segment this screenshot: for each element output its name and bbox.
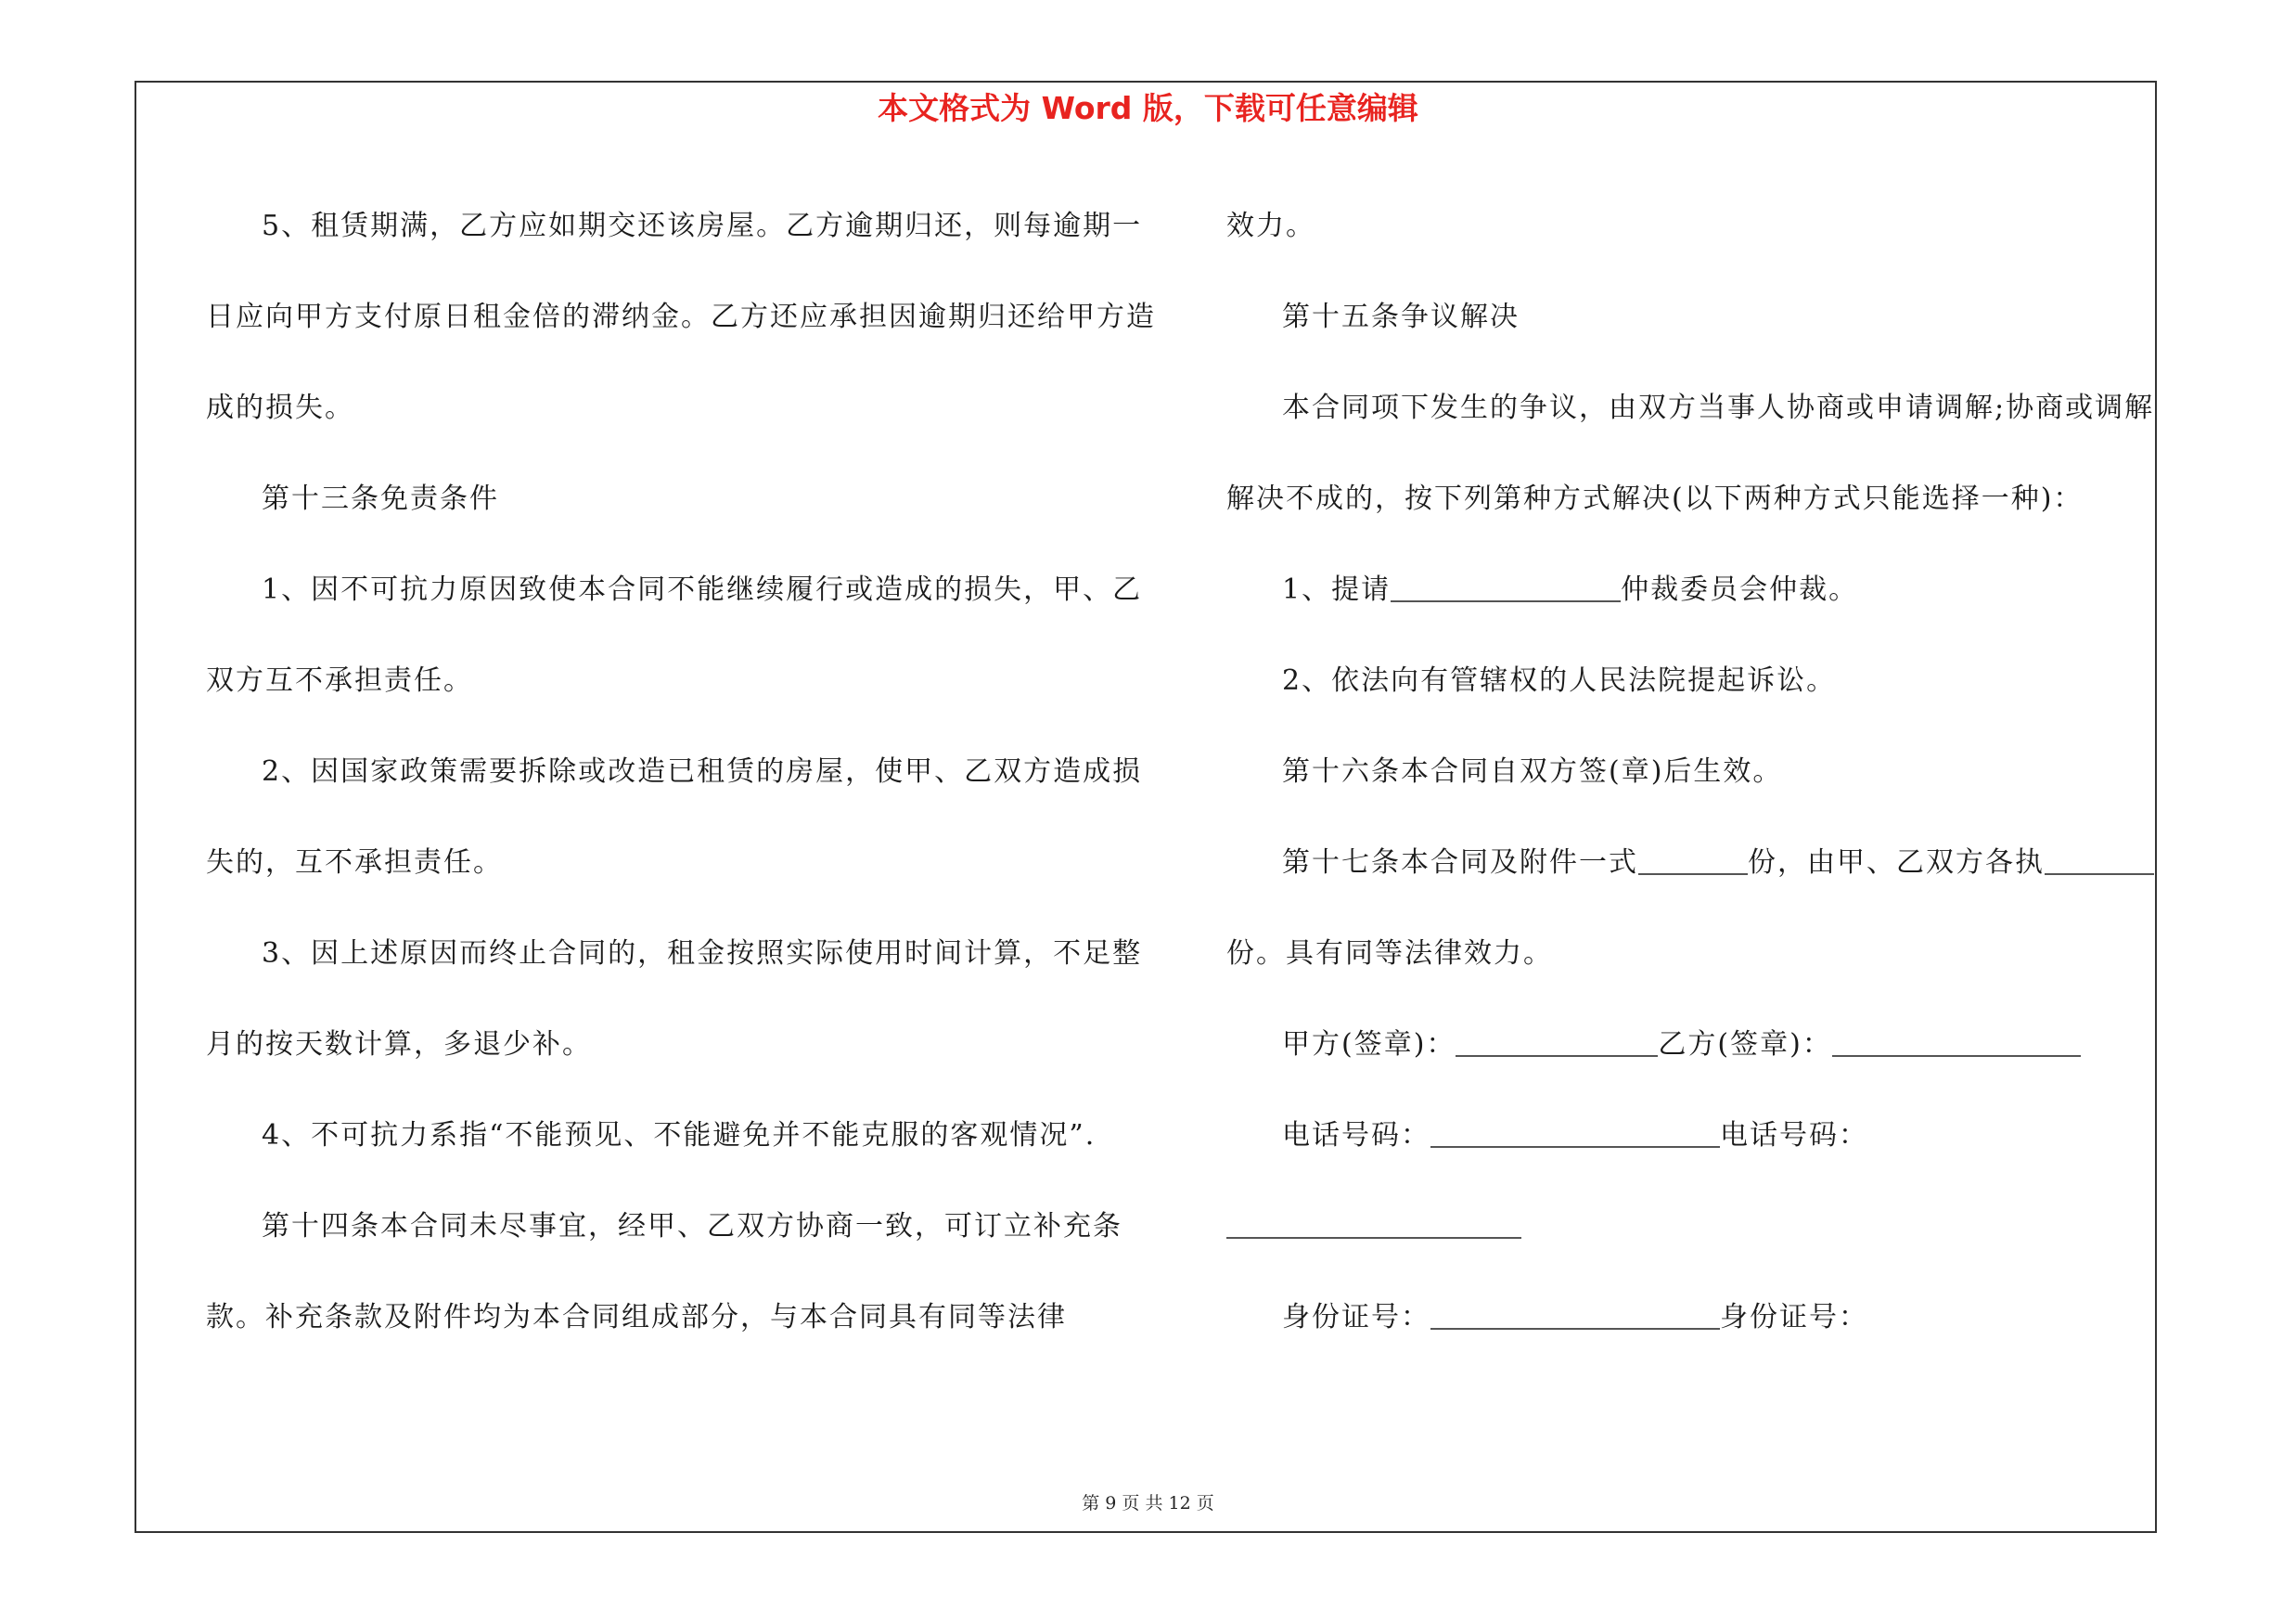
- clause-13-heading: 第十三条免责条件: [262, 483, 499, 515]
- clause-13-item-1: 1、因不可抗力原因致使本合同不能继续履行或造成的损失，甲、乙双方互不承担责任。: [206, 573, 1143, 697]
- page-number: 第 9 页 共 12 页: [1082, 1493, 1214, 1514]
- party-b-phone-blank[interactable]: [1226, 1209, 1521, 1239]
- party-b-signature-blank[interactable]: [1832, 1027, 2081, 1057]
- clause-14-text: 第十四条本合同未尽事宜，经甲、乙双方协商一致，可订立补充条款。补充条款及附件均为本合同组成部分，与本合同具有同等法律: [206, 1210, 1122, 1333]
- party-a-signature-blank[interactable]: [1456, 1027, 1658, 1057]
- copies-total-blank[interactable]: [1638, 845, 1748, 875]
- copies-each-blank[interactable]: [2045, 845, 2154, 875]
- clause-17-part-c: 份。具有同等法律效力。: [1226, 937, 1553, 970]
- id-line: [1226, 1272, 2159, 1363]
- clause-14-continuation: 效力。: [1226, 210, 1315, 242]
- left-column: [206, 181, 1166, 1363]
- clause-12-item-5: 5、租赁期满，乙方应如期交还该房屋。乙方逾期归还，则每逾期一日应向甲方支付原日租金倍的滞纳金。乙方还应承担因逾期归还给甲方造成的损失。: [206, 210, 1156, 424]
- clause-16-text: 第十六条本合同自双方签(章)后生效。: [1282, 755, 1783, 788]
- arbitration-committee-blank[interactable]: [1391, 573, 1621, 602]
- clause-15-option-1: [1226, 545, 2159, 636]
- clause-17-text: [1226, 818, 2159, 999]
- party-a-phone-blank[interactable]: [1430, 1118, 1720, 1148]
- party-a-signature-label: 甲方(签章)：: [1282, 1028, 1456, 1061]
- party-b-phone-label: 电话号码：: [1720, 1119, 1868, 1152]
- option-1-suffix: 仲裁委员会仲裁。: [1621, 573, 1859, 606]
- signature-line: [1226, 999, 2159, 1090]
- clause-13-item-3: 3、因上述原因而终止合同的，租金按照实际使用时间计算，不足整月的按天数计算，多退少补。: [206, 937, 1143, 1061]
- editable-banner: 本文格式为 Word 版，下载可任意编辑: [878, 90, 1418, 126]
- party-b-signature-label: 乙方(签章)：: [1658, 1028, 1832, 1061]
- party-a-phone-label: 电话号码：: [1282, 1119, 1430, 1152]
- clause-17-part-a: 第十七条本合同及附件一式: [1282, 846, 1638, 879]
- clause-17-part-b: 份，由甲、乙双方各执: [1748, 846, 2045, 879]
- clause-15-text: 本合同项下发生的争议，由双方当事人协商或申请调解;协商或调解解决不成的，按下列第种方式解决(以下两种方式只能选择一种)：: [1226, 392, 2155, 515]
- party-b-id-label: 身份证号：: [1720, 1301, 1868, 1333]
- party-a-id-label: 身份证号：: [1282, 1301, 1430, 1333]
- clause-15-heading: 第十五条争议解决: [1282, 301, 1520, 333]
- clause-13-item-4: 4、不可抗力系指“不能预见、不能避免并不能克服的客观情况”.: [262, 1119, 1097, 1152]
- clause-15-option-2: 2、依法向有管辖权的人民法院提起诉讼。: [1282, 664, 1837, 697]
- phone-line: [1226, 1090, 2159, 1272]
- option-1-prefix: 1、提请: [1282, 573, 1392, 606]
- clause-13-item-2: 2、因国家政策需要拆除或改造已租赁的房屋，使甲、乙双方造成损失的，互不承担责任。: [206, 755, 1143, 879]
- party-a-id-blank[interactable]: [1430, 1300, 1720, 1330]
- right-column: [1226, 181, 2159, 1363]
